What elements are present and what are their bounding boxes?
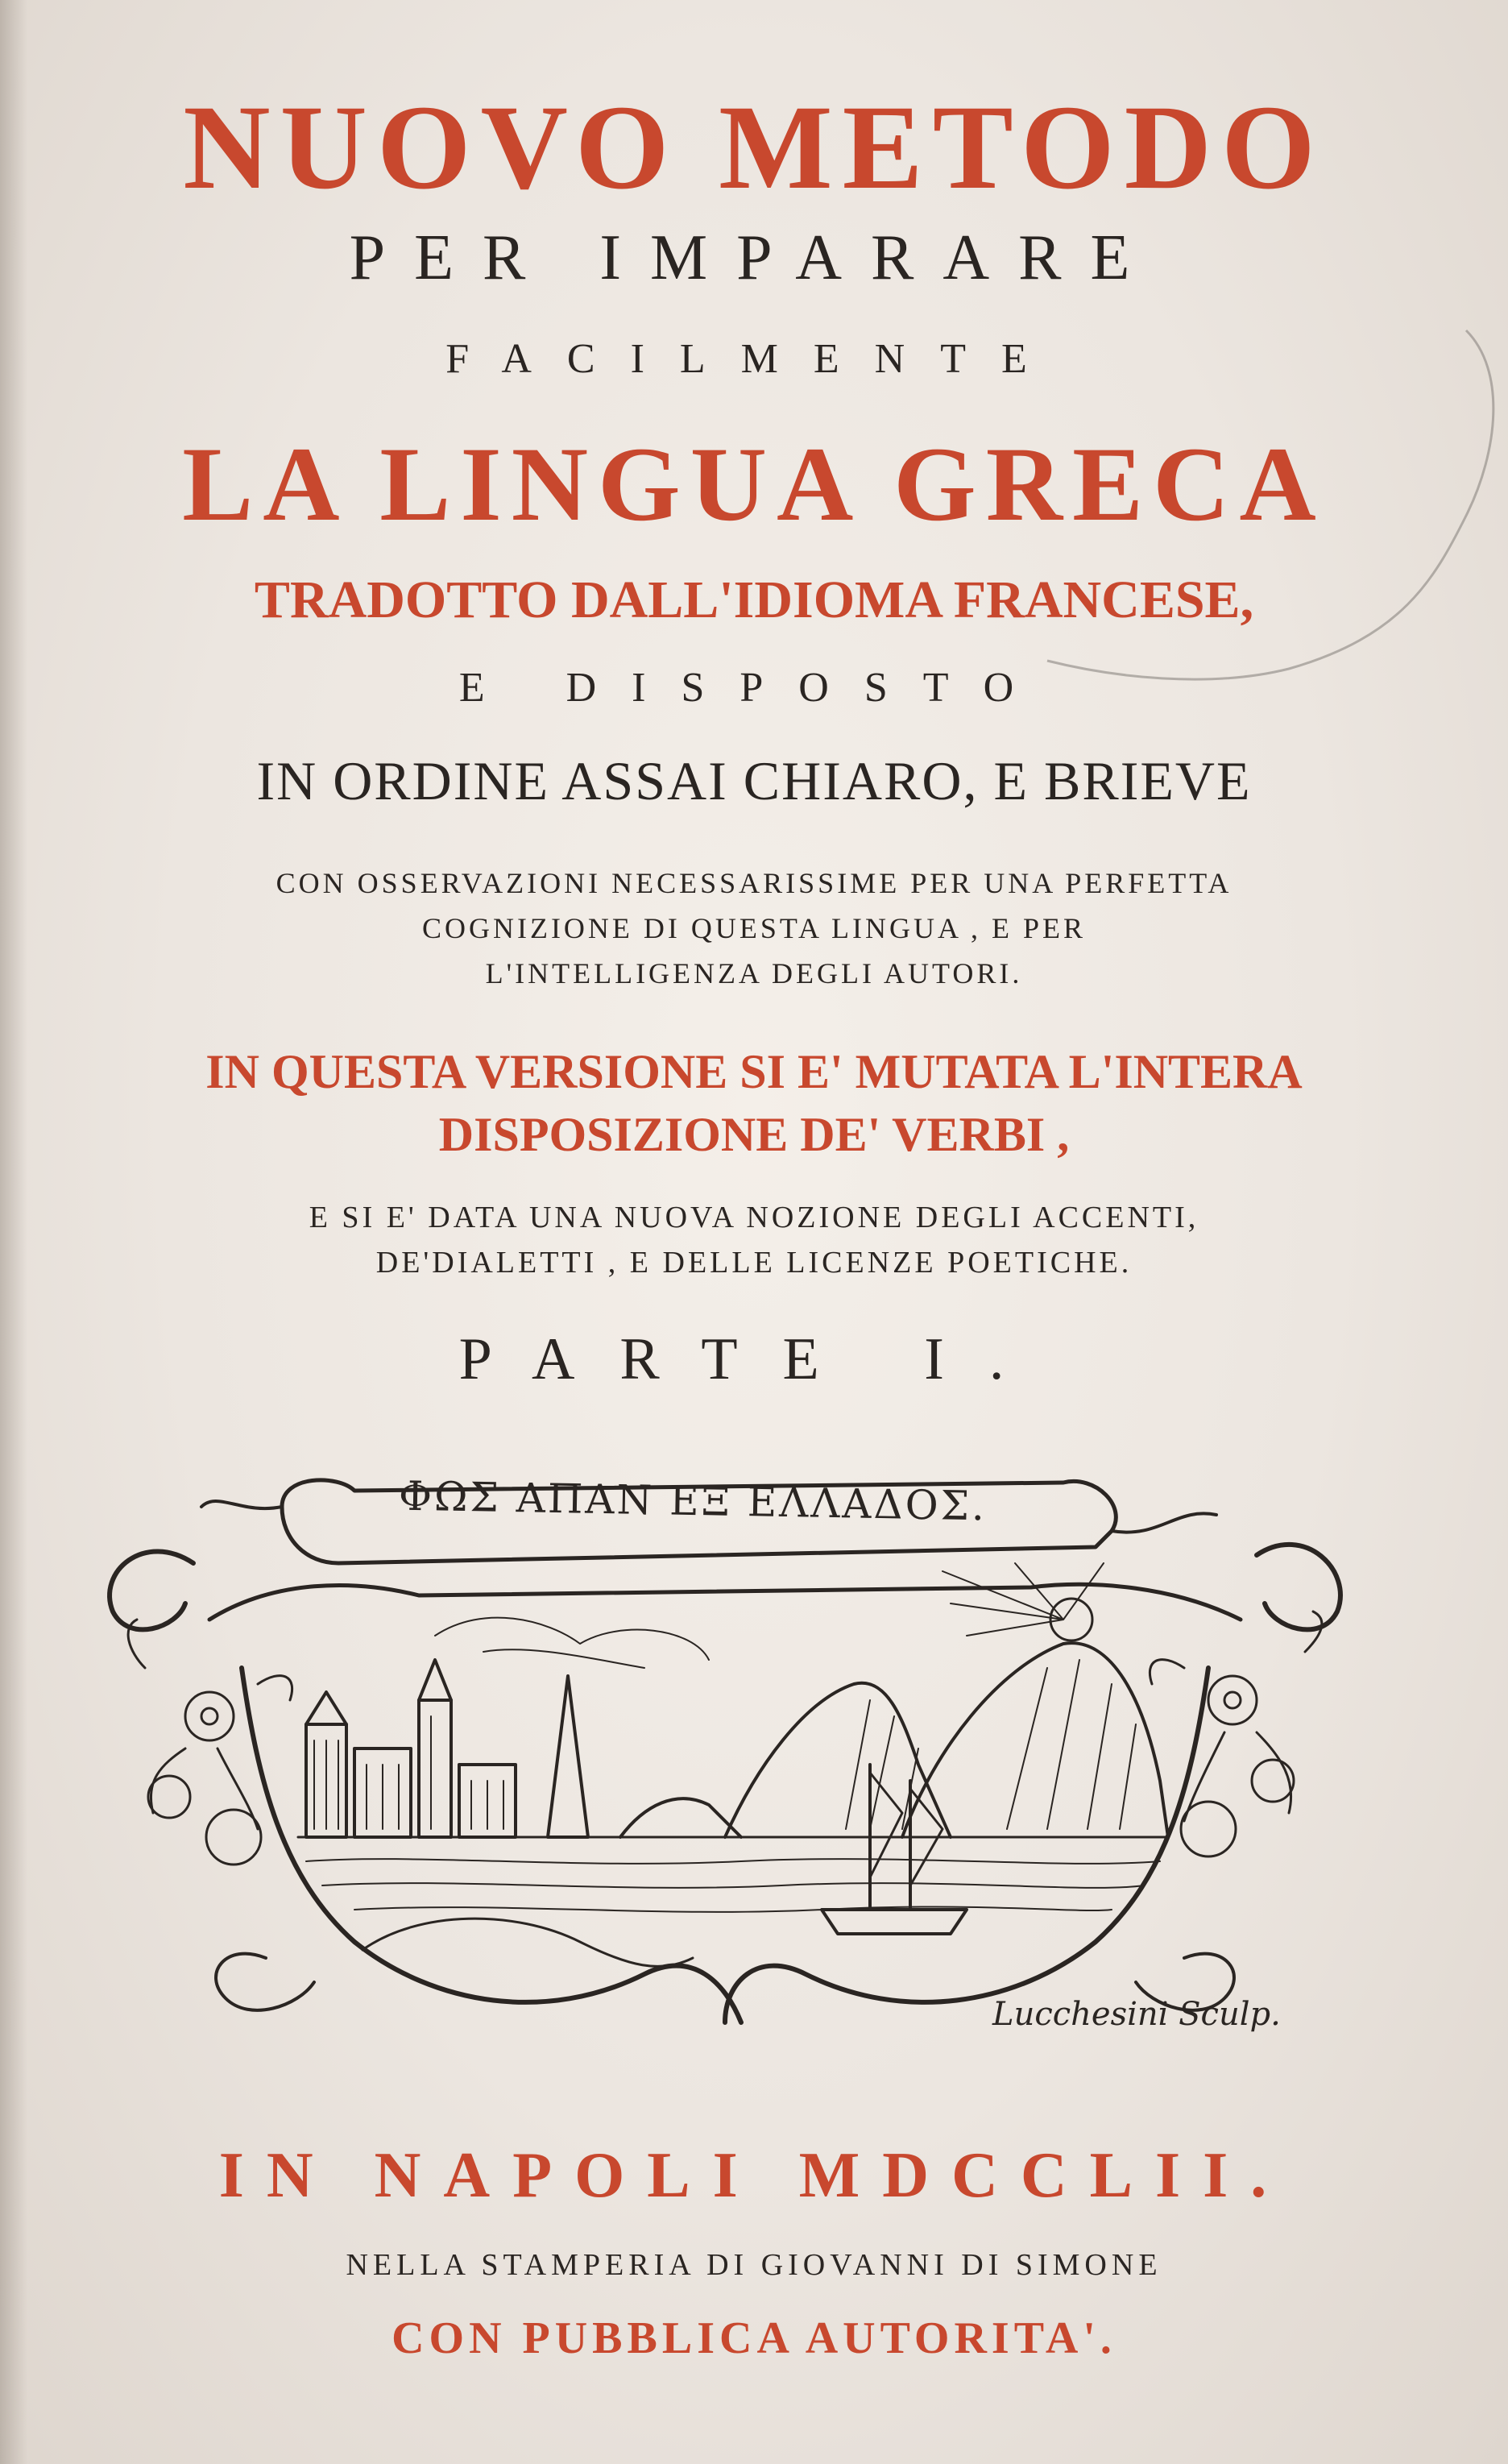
subtitle-ordine: IN ORDINE ASSAI CHIARO, E BRIEVE [256,750,1252,811]
engraved-vignette [97,1458,1353,2047]
greek-motto: ΦΩΣ ΑΠΑΝ ΕΞ ΕΛΛΑΔΟΣ. [398,1472,988,1530]
new-notion-line: DE'DIALETTI , E DELLE LICENZE POETICHE. [375,1246,1133,1280]
authority-line: CON PUBBLICA AUTORITA'. [392,2313,1116,2363]
subtitle-facilmente: FACILMENTE [445,336,1063,382]
imprint-place-date: IN NAPOLI MDCCLII. [218,2140,1290,2211]
book-title: NUOVO METODO [183,81,1325,214]
engraver-signature: Lucchesini Sculp. [992,1996,1281,2033]
version-note-line: DISPOSIZIONE DE' VERBI , [438,1108,1070,1161]
observations-line: COGNIZIONE DI QUESTA LINGUA , E PER [421,912,1087,944]
version-note-line: IN QUESTA VERSIONE SI E' MUTATA L'INTERA [205,1045,1303,1098]
observations-line: L'INTELLIGENZA DEGLI AUTORI. [485,957,1023,989]
new-notion-line: E SI E' DATA UNA NUOVA NOZIONE DEGLI ACCENTI, [309,1201,1199,1234]
part-number: PARTE I. [458,1326,1050,1392]
subtitle-lingua-greca: LA LINGUA GRECA [182,425,1326,543]
printer-line: NELLA STAMPERIA DI GIOVANNI DI SIMONE [346,2248,1162,2282]
subtitle-tradotto: TRADOTTO DALL'IDIOMA FRANCESE, [254,570,1254,629]
pencil-mark [951,322,1508,693]
observations-line: CON OSSERVAZIONI NECESSARISSIME PER UNA PERFETTA [276,867,1232,899]
subtitle-disposto: E DISPOSTO [458,665,1050,711]
subtitle-per-imparare: PER IMPARARE [349,222,1159,293]
